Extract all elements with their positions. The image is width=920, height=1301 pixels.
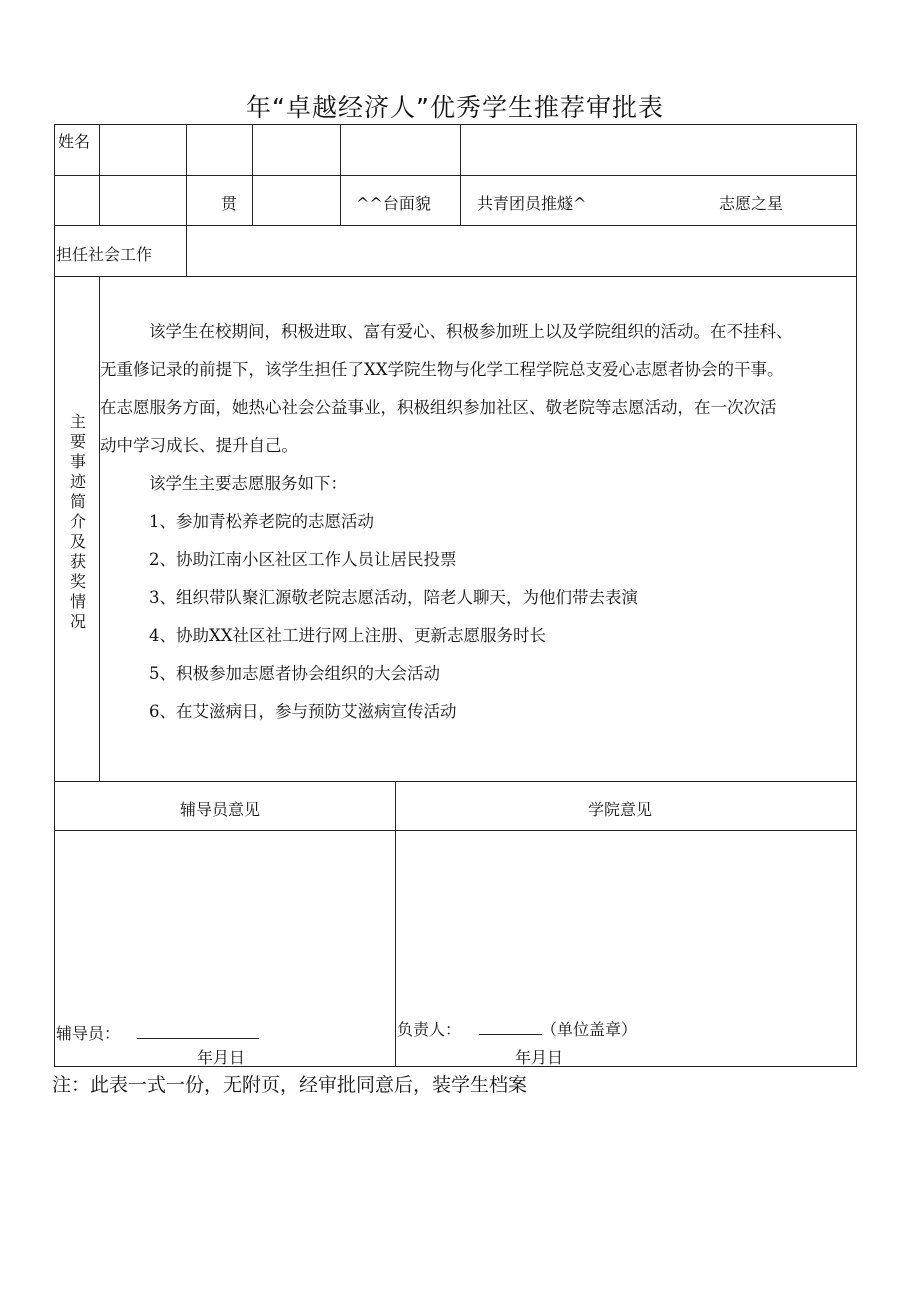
college-opinion-header: 学院意见 xyxy=(588,800,653,819)
form-title: 年“卓越经济人”优秀学生推荐审批表 xyxy=(246,93,664,122)
row2-cell-1[interactable] xyxy=(55,176,100,226)
row2-cell-2[interactable] xyxy=(100,176,187,226)
deeds-list-item: 5、积极参加志愿者协会组织的大会活动 xyxy=(149,664,440,683)
deeds-content-cell[interactable] xyxy=(100,277,857,782)
deeds-list-item: 1、参加青松养老院的志愿活动 xyxy=(149,512,374,531)
deeds-list-item: 2、协助江南小区社区工作人员让居民投票 xyxy=(149,550,457,569)
deeds-label-cell xyxy=(55,277,100,782)
name-label: 姓名 xyxy=(58,132,91,151)
row1-cell-3[interactable] xyxy=(187,125,253,176)
deeds-list-item: 4、协助XX社区社工进行网上注册、更新志愿服务时长 xyxy=(149,626,546,645)
counselor-date: 年月日 xyxy=(197,1048,246,1067)
deeds-line: 该学生主要志愿服务如下： xyxy=(149,474,347,493)
deeds-line: 动中学习成长、提升自己。 xyxy=(100,436,298,455)
recommendation-type-label: 共青团员推燧^ xyxy=(477,194,587,213)
row1-cell-4[interactable] xyxy=(253,125,341,176)
row1-cell-5[interactable] xyxy=(341,125,461,176)
social-work-value-cell[interactable] xyxy=(187,226,857,277)
deeds-line: 无重修记录的前提下，该学生担任了XX学院生物与化学工程学院总支爱心志愿者协会的干事。 xyxy=(100,360,784,379)
row1-cell-6[interactable] xyxy=(461,125,857,176)
political-status-label: ^^台面貌 xyxy=(356,194,431,213)
counselor-signature-line[interactable] xyxy=(137,1038,259,1039)
counselor-opinion-header-cell xyxy=(55,782,396,831)
college-signature-line[interactable] xyxy=(479,1034,542,1035)
college-sign-label: 负责人： xyxy=(397,1020,462,1039)
college-opinion-body-cell[interactable] xyxy=(396,831,857,1067)
name-label-cell xyxy=(55,125,100,176)
approval-form-table xyxy=(54,124,857,1067)
deeds-label: 主要事迹简介及获奖情况 xyxy=(69,412,86,631)
social-work-label: 担任社会工作 xyxy=(56,245,153,264)
footnote: 注：此表一式一份，无附页，经审批同意后，装学生档案 xyxy=(52,1074,528,1096)
social-work-label-cell xyxy=(55,226,187,277)
deeds-line: 该学生在校期间，积极进取、富有爱心、积极参加班上以及学院组织的活动。在不挂科、 xyxy=(149,322,793,341)
political-status-label-cell xyxy=(341,176,461,226)
counselor-opinion-body-cell[interactable] xyxy=(55,831,396,1067)
volunteer-star-label: 志愿之星 xyxy=(719,194,784,213)
native-place-label-cell xyxy=(187,176,253,226)
counselor-opinion-header: 辅导员意见 xyxy=(180,800,261,819)
college-date: 年月日 xyxy=(515,1048,564,1067)
native-place-value-cell[interactable] xyxy=(253,176,341,226)
recommendation-type-cell xyxy=(461,176,857,226)
deeds-list-item: 6、在艾滋病日，参与预防艾滋病宣传活动 xyxy=(149,702,457,721)
counselor-sign-label: 辅导员： xyxy=(56,1024,121,1043)
native-place-label: 贯 xyxy=(221,194,238,213)
college-seal-label: （单位盖章） xyxy=(541,1020,638,1039)
college-opinion-header-cell xyxy=(396,782,857,831)
name-value-cell[interactable] xyxy=(100,125,187,176)
deeds-line: 在志愿服务方面，她热心社会公益事业，积极组织参加社区、敬老院等志愿活动，在一次次活 xyxy=(100,398,777,417)
deeds-list-item: 3、组织带队聚汇源敬老院志愿活动，陪老人聊天，为他们带去表演 xyxy=(149,588,638,607)
